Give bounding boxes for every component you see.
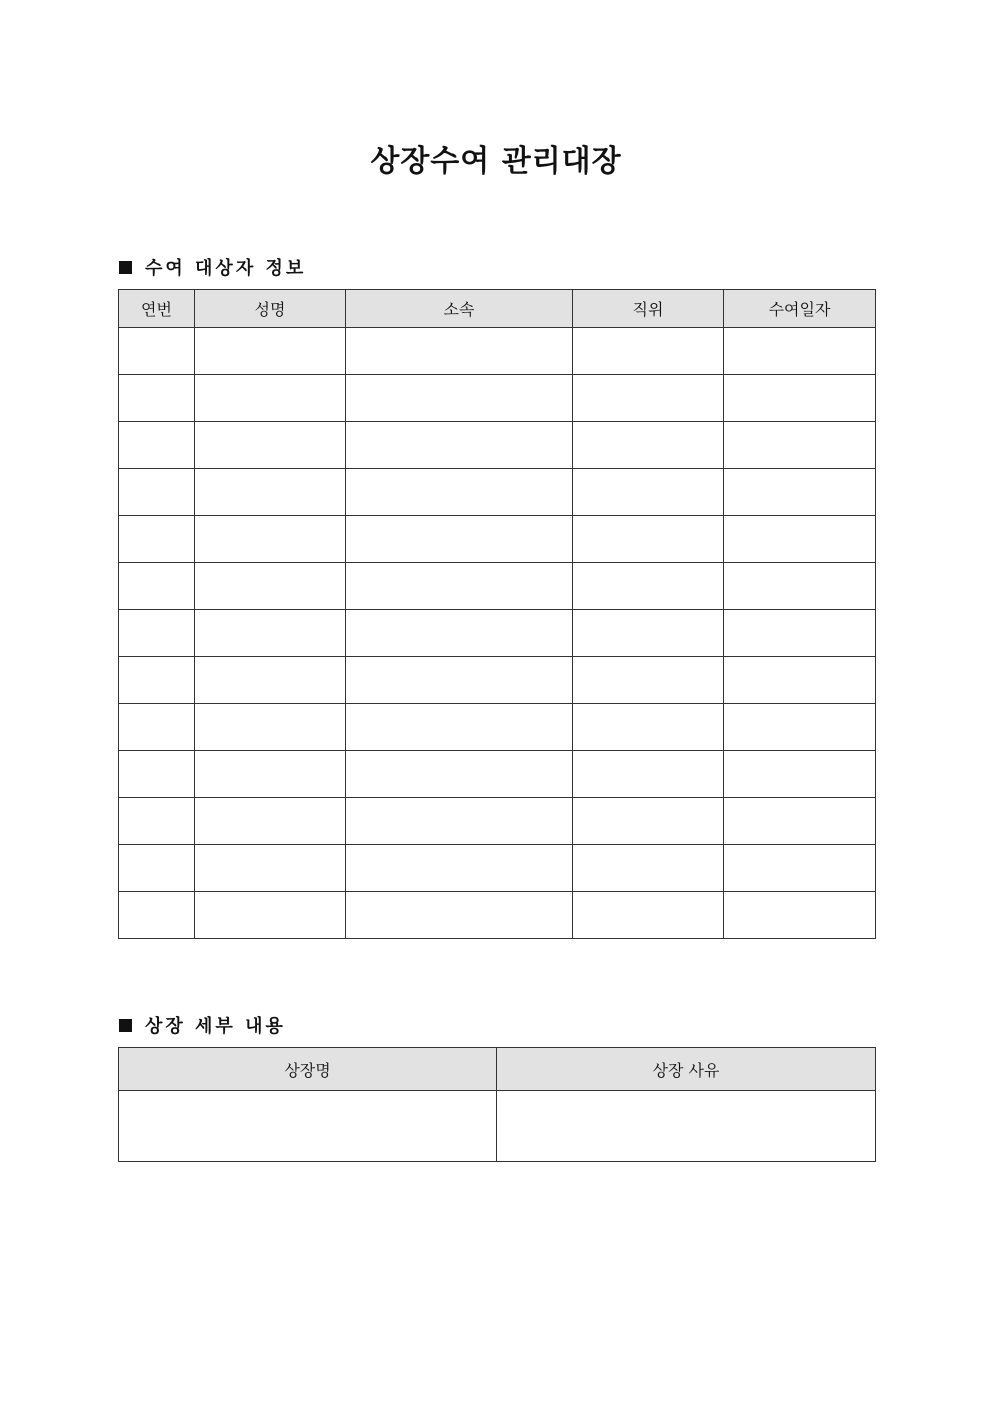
table-cell-name[interactable] [195,328,346,375]
column-header-name: 성명 [195,290,346,328]
table-row [119,516,876,563]
table-cell-affiliation[interactable] [346,469,573,516]
table-cell-affiliation[interactable] [346,845,573,892]
table-cell-award-date[interactable] [724,563,876,610]
section-heading-details [119,1012,286,1038]
table-cell-position[interactable] [573,563,724,610]
table-cell-award-date[interactable] [724,610,876,657]
table-cell-award-reason[interactable] [497,1091,876,1162]
table-cell-name[interactable] [195,375,346,422]
table-cell-position[interactable] [573,422,724,469]
table-cell-position[interactable] [573,610,724,657]
table-row [119,563,876,610]
table-cell-serial[interactable] [119,892,195,939]
table-cell-name[interactable] [195,751,346,798]
table-cell-award-date[interactable] [724,422,876,469]
table-row [119,610,876,657]
column-header-award-date: 수여일자 [724,290,876,328]
column-header-serial: 연번 [119,290,195,328]
table-cell-serial[interactable] [119,704,195,751]
table-row [119,657,876,704]
table-cell-serial[interactable] [119,375,195,422]
table-cell-name[interactable] [195,892,346,939]
table-cell-position[interactable] [573,657,724,704]
table-cell-affiliation[interactable] [346,751,573,798]
table-cell-affiliation[interactable] [346,375,573,422]
table-cell-award-date[interactable] [724,798,876,845]
table-cell-serial[interactable] [119,657,195,704]
table-cell-position[interactable] [573,704,724,751]
table-header-row [119,290,876,328]
table-cell-serial[interactable] [119,845,195,892]
table-cell-award-date[interactable] [724,751,876,798]
table-row [119,1091,876,1162]
table-cell-affiliation[interactable] [346,328,573,375]
table-cell-serial[interactable] [119,751,195,798]
table-cell-serial[interactable] [119,328,195,375]
table-cell-award-date[interactable] [724,845,876,892]
table-cell-affiliation[interactable] [346,610,573,657]
table-cell-name[interactable] [195,845,346,892]
table-cell-position[interactable] [573,845,724,892]
table-cell-serial[interactable] [119,469,195,516]
table-cell-serial[interactable] [119,610,195,657]
table-cell-serial[interactable] [119,798,195,845]
section-heading-label: 수여 대상자 정보 [145,258,307,279]
table-cell-position[interactable] [573,516,724,563]
table-row [119,469,876,516]
recipients-table [118,289,876,939]
section-heading-recipients [119,254,306,280]
table-cell-affiliation[interactable] [346,422,573,469]
table-cell-award-date[interactable] [724,375,876,422]
table-row [119,704,876,751]
column-header-affiliation: 소속 [346,290,573,328]
table-cell-position[interactable] [573,375,724,422]
table-cell-name[interactable] [195,657,346,704]
table-cell-name[interactable] [195,704,346,751]
table-cell-award-date[interactable] [724,328,876,375]
table-row [119,798,876,845]
table-row [119,422,876,469]
award-details-table [118,1047,876,1162]
table-cell-award-date[interactable] [724,892,876,939]
section-heading-label: 상장 세부 내용 [145,1016,286,1037]
table-cell-name[interactable] [195,563,346,610]
table-cell-affiliation[interactable] [346,892,573,939]
table-cell-award-date[interactable] [724,516,876,563]
table-cell-name[interactable] [195,798,346,845]
page-title: 상장수여 관리대장 [370,144,622,179]
table-cell-serial[interactable] [119,563,195,610]
table-cell-position[interactable] [573,798,724,845]
table-cell-award-date[interactable] [724,657,876,704]
square-bullet-icon [119,261,132,274]
table-cell-serial[interactable] [119,422,195,469]
table-header-row [119,1048,876,1091]
table-cell-position[interactable] [573,328,724,375]
table-row [119,328,876,375]
table-cell-position[interactable] [573,469,724,516]
table-row [119,375,876,422]
table-cell-position[interactable] [573,751,724,798]
table-cell-affiliation[interactable] [346,516,573,563]
table-cell-award-date[interactable] [724,469,876,516]
table-cell-serial[interactable] [119,516,195,563]
square-bullet-icon [119,1019,132,1032]
table-cell-name[interactable] [195,469,346,516]
table-cell-name[interactable] [195,610,346,657]
table-cell-affiliation[interactable] [346,798,573,845]
table-cell-affiliation[interactable] [346,704,573,751]
table-row [119,845,876,892]
table-row [119,751,876,798]
table-cell-name[interactable] [195,516,346,563]
table-row [119,892,876,939]
table-cell-award-name[interactable] [119,1091,497,1162]
table-cell-affiliation[interactable] [346,657,573,704]
table-cell-name[interactable] [195,422,346,469]
column-header-award-name: 상장명 [119,1048,497,1091]
column-header-award-reason: 상장 사유 [497,1048,876,1091]
table-cell-affiliation[interactable] [346,563,573,610]
table-cell-award-date[interactable] [724,704,876,751]
column-header-position: 직위 [573,290,724,328]
table-cell-position[interactable] [573,892,724,939]
